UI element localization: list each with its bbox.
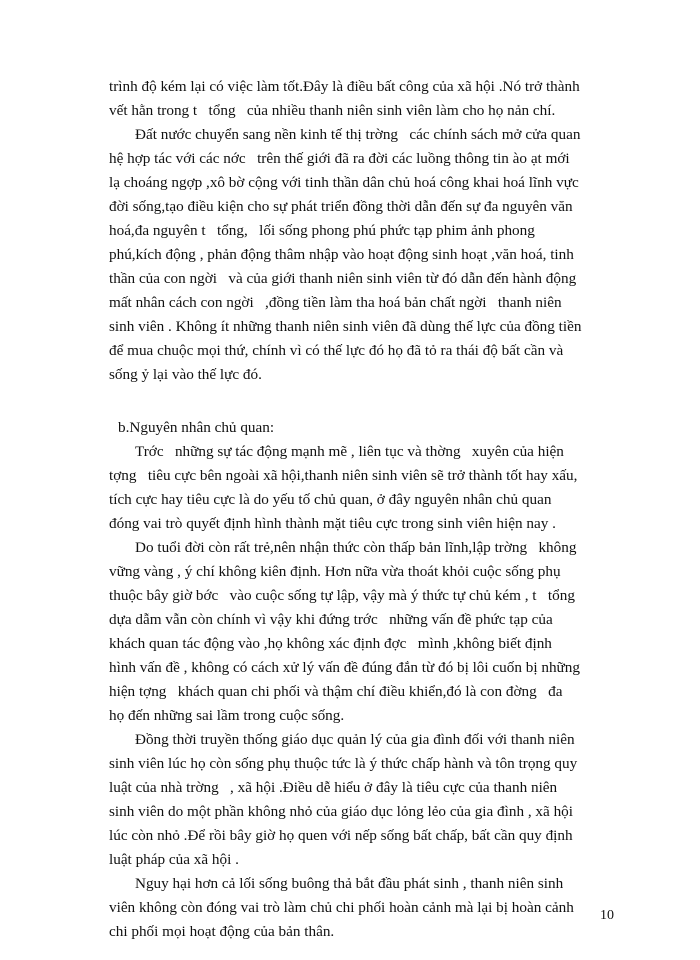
text-line: hoá,đa nguyên t tổng, lối sống phong phú phức tạp phim ảnh phong xyxy=(109,222,535,239)
text-line: thần của con ngời và của giới thanh niên sinh viên từ đó dẫn đến hành động xyxy=(109,270,577,287)
text-line: Trớc những sự tác động mạnh mẽ , liên tục và thờng xuyên của hiện xyxy=(135,443,564,460)
text-line: Đồng thời truyền thống giáo dục quản lý của gia đình đối với thanh niên xyxy=(135,731,575,748)
text-line: trình độ kém lại có việc làm tốt.Đây là điều bất công của xã hội .Nó trở thành xyxy=(109,78,580,95)
text-line: tích cực hay tiêu cực là do yếu tố chủ quan, ở đây nguyên nhân chủ quan xyxy=(109,491,552,508)
text-line: Nguy hại hơn cả lối sống buông thả bắt đầu phát sinh , thanh niên sinh xyxy=(135,875,564,892)
text-line: thuộc bây giờ bớc vào cuộc sống tự lập, vậy mà ý thức tự chủ kém , t tổng xyxy=(109,587,575,604)
section-heading: b.Nguyên nhân chủ quan: xyxy=(118,419,275,436)
text-line: sinh viên do một phần không nhỏ của giáo dục lỏng lẻo của gia đình , xã hội xyxy=(109,803,573,820)
page-number: 10 xyxy=(600,908,614,923)
text-line: Do tuổi đời còn rất trẻ,nên nhận thức còn thấp bản lĩnh,lập trờng không xyxy=(135,539,577,556)
text-line: chi phối mọi hoạt động của bản thân. xyxy=(109,923,335,940)
text-line: sinh viên . Không ít những thanh niên sinh viên đã dùng thế lực của đồng tiền xyxy=(109,318,582,335)
text-line: đóng vai trò quyết định hình thành mặt tiêu cực trong sinh viên hiện nay . xyxy=(109,515,556,532)
text-line: vết hằn trong t tổng của nhiều thanh niên sinh viên làm cho họ nản chí. xyxy=(109,102,556,119)
text-line: luật của nhà trờng , xã hội .Điều dễ hiểu ở đây là tiêu cực của thanh niên xyxy=(109,779,558,796)
text-line: vững vàng , ý chí không kiên định. Hơn nữa vừa thoát khỏi cuộc sống phụ xyxy=(109,563,561,580)
text-line: sống ỷ lại vào thế lực đó. xyxy=(109,366,262,383)
text-line: dựa dẫm vẫn còn chính vì vậy khi đứng trớc những vấn đề phức tạp của xyxy=(109,611,553,628)
text-line: tợng tiêu cực bên ngoài xã hội,thanh niên sinh viên sẽ trở thành tốt hay xấu, xyxy=(109,467,578,484)
text-line: Đất nước chuyển sang nền kinh tế thị trờng các chính sách mở cửa quan xyxy=(135,126,581,143)
text-line: hệ hợp tác với các nớc trên thế giới đã ra đời các luồng thông tin ào ạt mới xyxy=(109,150,570,167)
text-line: hiện tợng khách quan chi phối và thậm chí điều khiển,đó là con đờng đa xyxy=(109,683,563,700)
text-line: họ đến những sai lầm trong cuộc sống. xyxy=(109,707,345,724)
text-line: khách quan tác động vào ,họ không xác định đợc mình ,không biết định xyxy=(109,635,552,652)
text-line: viên không còn đóng vai trò làm chủ chi phối hoàn cảnh mà lại bị hoàn cảnh xyxy=(109,899,574,916)
text-line: phú,kích động , phản động thâm nhập vào hoạt động sinh hoạt ,văn hoá, tinh xyxy=(109,246,574,263)
text-line: hình vấn đề , không có cách xử lý vấn đề đúng đắn từ đó bị lôi cuốn bị những xyxy=(109,659,580,676)
text-line: đời sống,tạo điều kiện cho sự phát triển đồng thời dẫn đến sự đa nguyên văn xyxy=(109,198,573,215)
text-line: sinh viên lúc họ còn sống phụ thuộc tức là ý thức chấp hành và tôn trọng quy xyxy=(109,755,578,772)
text-line: để mua chuộc mọi thứ, chính vì có thế lực đó họ đã tỏ ra thái độ bất cần và xyxy=(109,342,564,359)
text-line: luật pháp của xã hội . xyxy=(109,851,239,868)
text-line: lạ choáng ngợp ,xô bờ cộng với tinh thần dân chủ hoá công khai hoá lĩnh vực xyxy=(109,174,579,191)
text-line: mất nhân cách con ngời ,đồng tiền làm tha hoá bản chất ngời thanh niên xyxy=(109,294,562,311)
text-line: lúc còn nhỏ .Để rồi bây giờ họ quen với nếp sống bất chấp, bất cần quy định xyxy=(109,827,573,844)
